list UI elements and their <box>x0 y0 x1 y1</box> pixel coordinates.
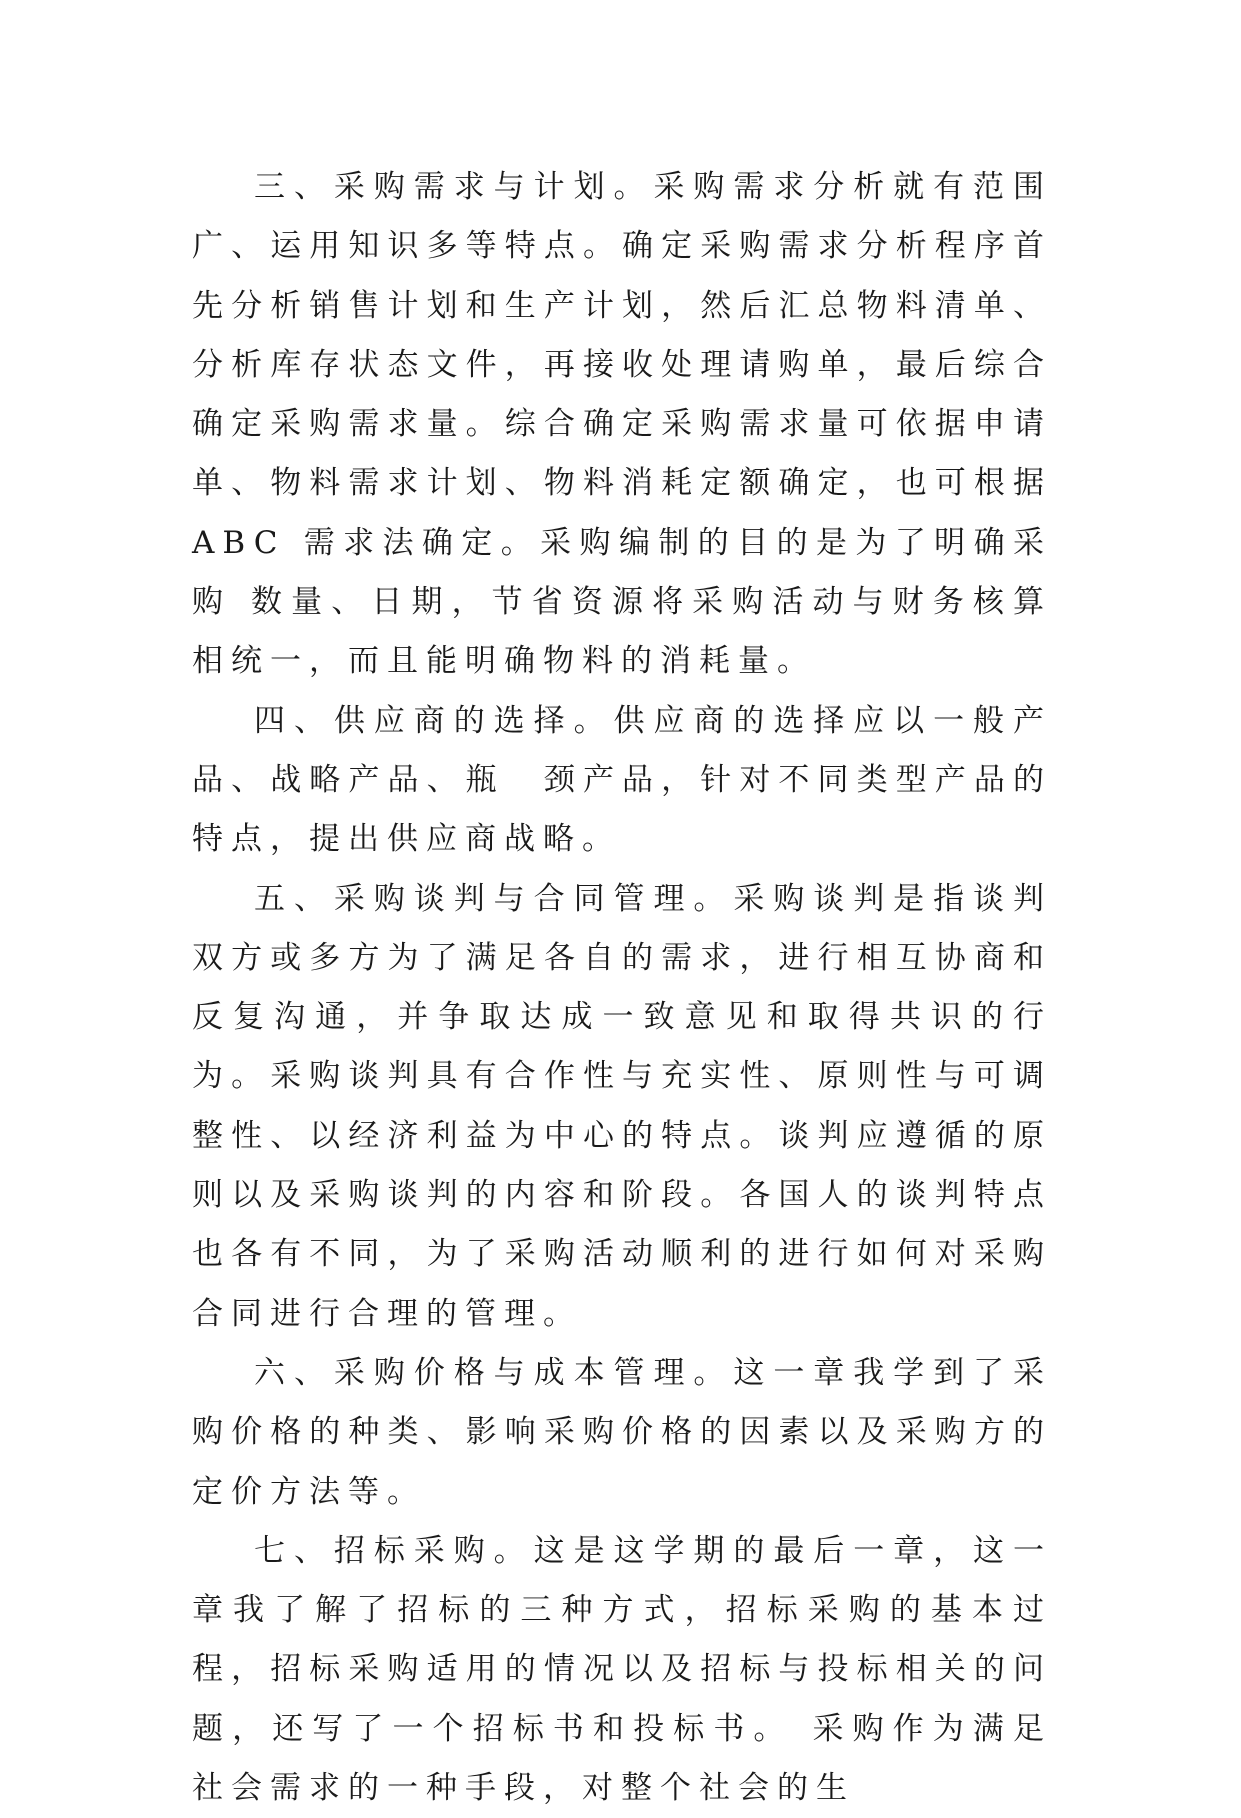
paragraph-supplier-selection: 四、供应商的选择。供应商的选择应以一般产品、战略产品、瓶 颈产品，针对不同类型产品的特点，提出供应商战略。 <box>192 702 1052 858</box>
paragraph-procurement-demand: 三、采购需求与计划。采购需求分析就有范围广、运用知识多等特点。确定采购需求分析程序首先分析销售计划和生产计划，然后汇总物料清单、分析库存状态文件，再接收处理请购单，最后综合确定采购需求量。综合确定采购需求量可依据申请单、物料需求计划、物料消耗定额确定，也可根据 ABC 需求法确定。采购编制的目的是为了明确采购 数量、日期，节省资源将采购活动与财务核算相统一，而且能明确物料的消耗量。 <box>192 169 1052 680</box>
paragraph-tender-procurement: 七、招标采购。这是这学期的最后一章，这一章我了解了招标的三种方式，招标采购的基本过程，招标采购适用的情况以及招标与投标相关的问题，还写了一个招标书和投标书。 采购作为满足社会需求的一种手段，对整个社会的生 <box>192 1532 1052 1807</box>
paragraph-negotiation-contract: 五、采购谈判与合同管理。采购谈判是指谈判双方或多方为了满足各自的需求，进行相互协商和反复沟通，并争取达成一致意见和取得共识的行为。采购谈判具有合作性与充实性、原则性与可调整性、以经济利益为中心的特点。谈判应遵循的原则以及采购谈判的内容和阶段。各国人的谈判特点也各有不同，为了采购活动顺利的进行如何对采购合同进行合理的管理。 <box>192 880 1052 1332</box>
paragraph-price-cost: 六、采购价格与成本管理。这一章我学到了采购价格的种类、影响采购价格的因素以及采购方的定价方法等。 <box>192 1354 1052 1510</box>
body-text <box>192 158 1052 1818</box>
